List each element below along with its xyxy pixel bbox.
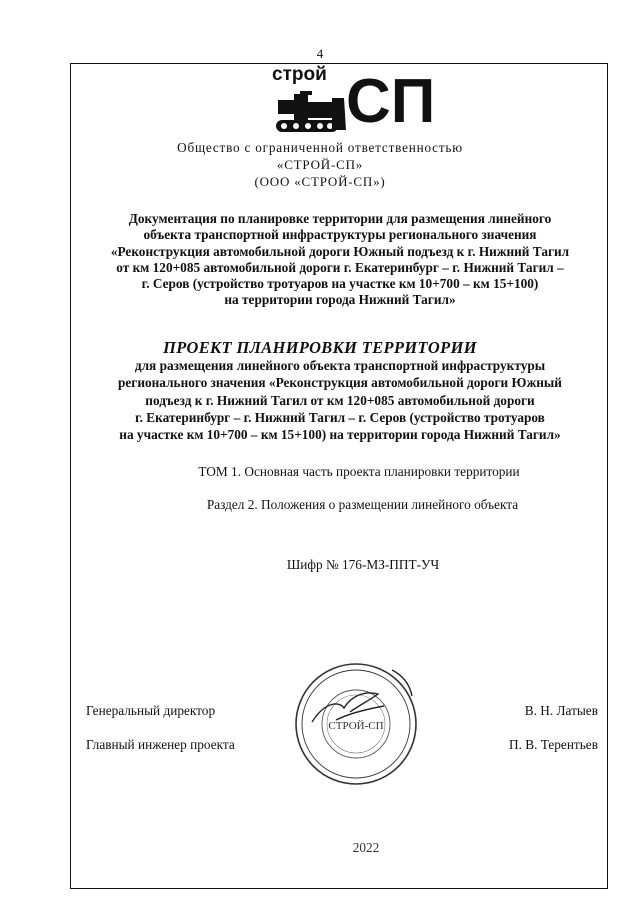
logo-text-main: СП (346, 67, 436, 136)
document-cipher: Шифр № 176-МЗ-ППТ-УЧ (286, 557, 440, 572)
documentation-title-line: Документация по планировке территории для размещения линейного (128, 211, 552, 226)
documentation-title-line: «Реконструкция автомобильной дороги Южный подъезд к г. Нижний Тагил (110, 243, 570, 259)
company-quoted-name: «СТРОЙ-СП» (276, 157, 364, 172)
bulldozer-icon (276, 91, 346, 132)
company-short-name: (ООО «СТРОЙ-СП») (254, 174, 386, 189)
chief-engineer-name: П. В. Терентьев (508, 737, 598, 752)
document-year: 2022 (352, 840, 380, 855)
company-stamp (292, 660, 420, 788)
project-subtitle-line: на участке км 10+700 – км 15+100) на территории города Нижний Тагил» (119, 427, 561, 443)
project-subtitle (80, 357, 600, 443)
section-title: Раздел 2. Положения о размещении линейного объекта (206, 497, 519, 512)
project-subtitle-line: подъезд к г. Нижний Тагил от км 120+085 автомобильной дороги (145, 392, 535, 408)
handwritten-signature (312, 670, 412, 722)
stamp-text: СТРОЙ-СП (328, 720, 384, 732)
documentation-title-line: г. Серов (устройство тротуаров на участке км 10+700 – км 15+100) (141, 276, 539, 292)
documentation-title-line: от км 120+085 автомобильной дороги г. Екатеринбург – г. Нижний Тагил – (116, 259, 564, 275)
company-name: Общество с ограниченной ответственностью (177, 140, 463, 155)
documentation-title (80, 211, 600, 309)
page-number: 4 (316, 46, 324, 61)
project-title: ПРОЕКТ ПЛАНИРОВКИ ТЕРРИТОРИИ (163, 338, 477, 357)
chief-engineer-title: Главный инженер проекта (86, 737, 235, 752)
general-director-title: Генеральный директор (86, 703, 216, 718)
project-subtitle-line: для размещения линейного объекта транспортной инфраструктуры (134, 358, 546, 373)
logo-text-top: строй (272, 64, 327, 85)
documentation-title-line: объекта транспортной инфраструктуры регионального значения (143, 227, 537, 243)
documentation-title-line: на территории города Нижний Тагил» (224, 292, 456, 308)
general-director-name: В. Н. Латыев (524, 703, 598, 718)
company-logo (270, 64, 446, 140)
project-subtitle-line: г. Екатеринбург – г. Нижний Тагил – г. Серов (устройство тротуаров (135, 409, 545, 425)
volume-title: ТОМ 1. Основная часть проекта планировки территории (198, 464, 520, 479)
project-subtitle-line: регионального значения «Реконструкция автомобильной дороги Южный (118, 375, 562, 391)
